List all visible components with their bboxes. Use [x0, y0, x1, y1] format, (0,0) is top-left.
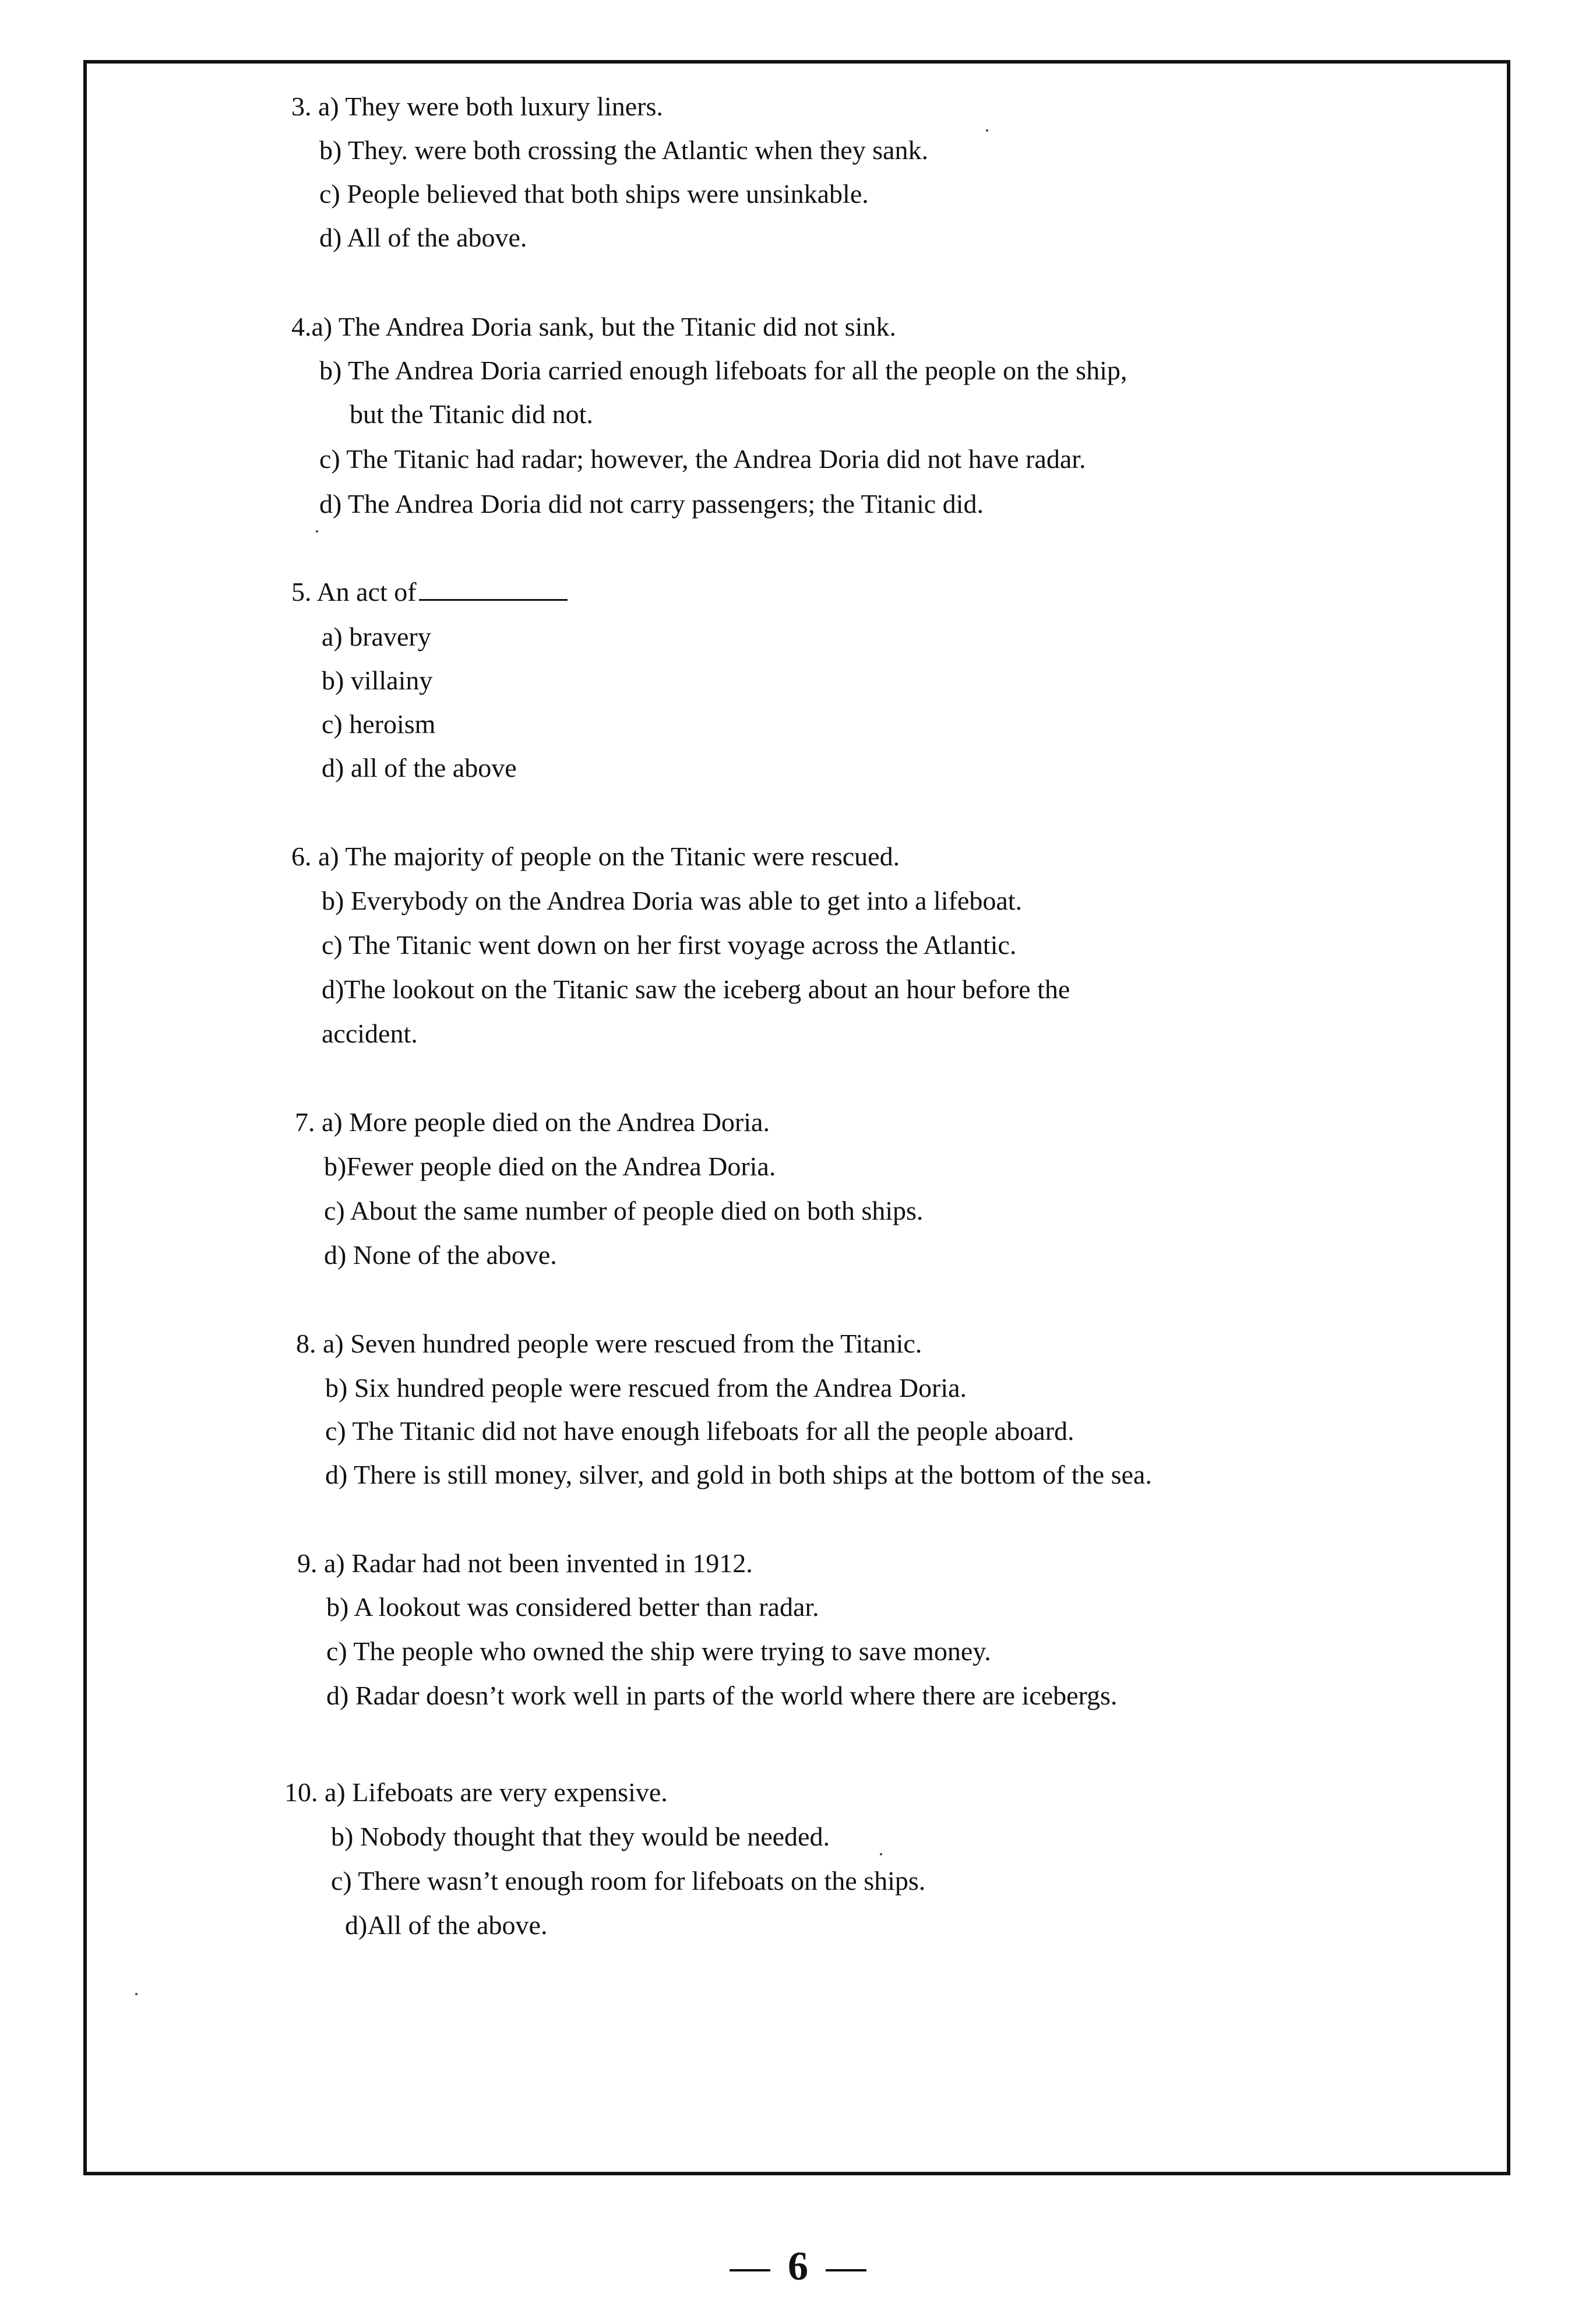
question-9-option-b: b) A lookout was considered better than radar.: [326, 1592, 819, 1622]
question-10-option-b: b) Nobody thought that they would be needed.: [331, 1822, 830, 1851]
question-10-option-a: 10. a) Lifeboats are very expensive.: [284, 1777, 668, 1807]
question-4-option-c: c) The Titanic had radar; however, the Andrea Doria did not have radar.: [319, 444, 1086, 474]
question-4-option-d: d) The Andrea Doria did not carry passengers; the Titanic did.: [319, 489, 984, 519]
question-4-option-b: b) The Andrea Doria carried enough lifeboats for all the people on the ship,: [319, 355, 1128, 385]
answer-blank: [419, 576, 568, 601]
page-number-right-dash: [826, 2269, 866, 2271]
scan-speck: [316, 530, 318, 533]
scan-speck: [880, 1853, 882, 1855]
question-9-option-d: d) Radar doesn’t work well in parts of the world where there are icebergs.: [326, 1681, 1118, 1710]
page-number-value: 6: [788, 2244, 808, 2289]
question-5-option-b: b) villainy: [322, 665, 433, 695]
question-5-prompt: [291, 576, 568, 608]
question-8-option-c: c) The Titanic did not have enough lifeboats for all the people aboard.: [325, 1416, 1074, 1446]
question-3-option-d: d) All of the above.: [319, 223, 527, 252]
question-7-option-b: b)Fewer people died on the Andrea Doria.: [324, 1151, 776, 1181]
question-6-option-d: d)The lookout on the Titanic saw the iceberg about an hour before the: [322, 974, 1070, 1004]
question-7-option-c: c) About the same number of people died on both ships.: [324, 1196, 924, 1225]
question-6-option-b: b) Everybody on the Andrea Doria was able to get into a lifeboat.: [322, 886, 1023, 915]
question-4-option-a: 4.a) The Andrea Doria sank, but the Titanic did not sink.: [291, 312, 896, 341]
question-10-option-d: d)All of the above.: [345, 1910, 548, 1940]
question-8-option-a: 8. a) Seven hundred people were rescued from the Titanic.: [296, 1329, 922, 1358]
question-3-option-a: 3. a) They were both luxury liners.: [291, 91, 663, 121]
question-3-option-c: c) People believed that both ships were unsinkable.: [319, 179, 869, 209]
question-7-option-d: d) None of the above.: [324, 1240, 557, 1270]
question-3-option-b: b) They. were both crossing the Atlantic when they sank.: [319, 135, 928, 165]
question-9-option-a: 9. a) Radar had not been invented in 1912.: [297, 1548, 753, 1578]
question-10-option-c: c) There wasn’t enough room for lifeboats on the ships.: [331, 1866, 926, 1896]
question-5-prompt-text: 5. An act of: [291, 577, 417, 607]
page-number-left-dash: [730, 2269, 770, 2271]
question-8-option-b: b) Six hundred people were rescued from the Andrea Doria.: [325, 1373, 967, 1403]
question-6-option-c: c) The Titanic went down on her first voyage across the Atlantic.: [322, 930, 1017, 960]
scan-speck: [135, 1993, 138, 1995]
scan-speck: [986, 129, 988, 132]
question-5-option-c: c) heroism: [322, 709, 436, 739]
question-6-option-d-continued: accident.: [322, 1019, 418, 1048]
page-number: [0, 2243, 1596, 2290]
question-9-option-c: c) The people who owned the ship were trying to save money.: [326, 1636, 991, 1666]
question-5-option-a: a) bravery: [322, 622, 431, 651]
question-8-option-d: d) There is still money, silver, and gold in both ships at the bottom of the sea.: [325, 1460, 1152, 1489]
question-6-option-a: 6. a) The majority of people on the Titanic were rescued.: [291, 841, 900, 871]
question-4-option-b-continued: but the Titanic did not.: [350, 399, 593, 429]
question-5-option-d: d) all of the above: [322, 753, 517, 783]
question-7-option-a: 7. a) More people died on the Andrea Doria.: [295, 1107, 770, 1137]
